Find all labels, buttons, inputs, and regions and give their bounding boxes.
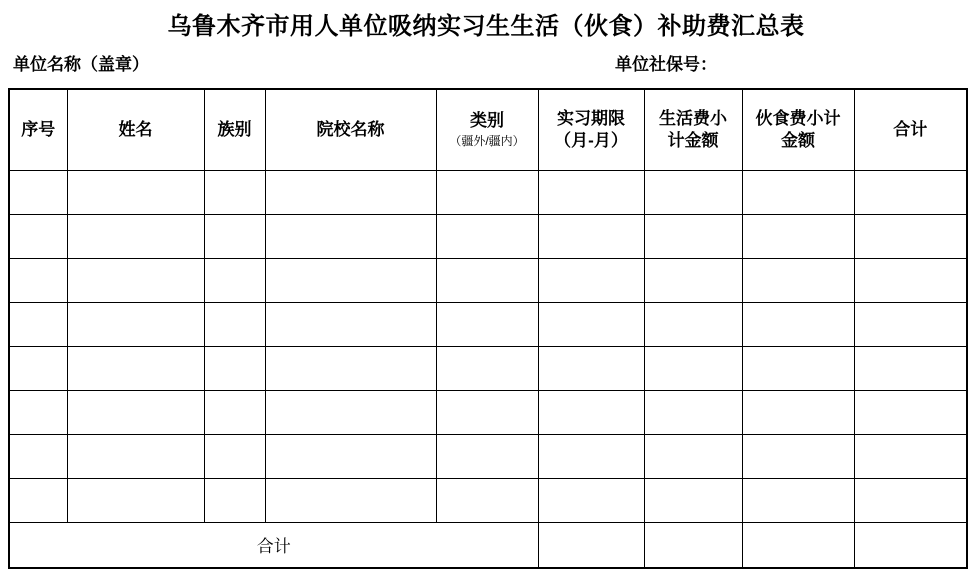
empty-cell [265,434,436,478]
empty-cell [204,214,265,258]
total-row [9,522,967,568]
empty-cell [9,346,67,390]
unit-ssn-label: 单位社保号： [615,55,717,74]
empty-cell [204,434,265,478]
empty-row [9,390,967,434]
col-header-label-line2: 金额 [781,130,815,150]
empty-cell [644,390,742,434]
col-header-label-line1: 伙食费小计 [755,108,841,128]
col-header-total [854,89,967,170]
total-meal-subtotal-cell [742,522,854,568]
empty-cell [742,302,854,346]
empty-cell [538,170,644,214]
empty-cell [854,170,967,214]
empty-cell [67,478,204,522]
col-header-meal-subtotal [742,89,854,170]
empty-cell [9,170,67,214]
empty-cell [742,214,854,258]
empty-cell [538,214,644,258]
empty-cell [436,302,538,346]
empty-row [9,214,967,258]
col-header-category [436,89,538,170]
col-header-label-line2: （月-月） [554,130,628,150]
empty-cell [436,346,538,390]
empty-row [9,478,967,522]
empty-cell [265,302,436,346]
col-header-ethnicity [204,89,265,170]
empty-cell [538,390,644,434]
empty-cell [854,434,967,478]
col-header-living-subtotal [644,89,742,170]
empty-row [9,258,967,302]
col-header-label-line1: 实习期限 [557,108,625,128]
empty-cell [204,170,265,214]
col-header-sublabel: （疆外/疆内） [449,133,525,148]
empty-cell [9,390,67,434]
empty-cell [742,346,854,390]
empty-cell [265,346,436,390]
empty-cell [67,214,204,258]
empty-cell [644,434,742,478]
empty-cell [67,346,204,390]
empty-cell [538,346,644,390]
header-row [9,89,967,170]
empty-cell [67,390,204,434]
empty-cell [9,258,67,302]
empty-cell [436,478,538,522]
empty-cell [204,302,265,346]
empty-cell [538,478,644,522]
empty-cell [265,390,436,434]
col-header-label-line1: 生活费小 [659,108,727,128]
empty-cell [854,258,967,302]
empty-row [9,434,967,478]
empty-cell [644,214,742,258]
empty-cell [204,258,265,302]
col-header-label: 院校名称 [316,119,385,139]
empty-cell [265,170,436,214]
empty-row [9,170,967,214]
empty-cell [854,390,967,434]
empty-cell [67,434,204,478]
page-title: 乌鲁木齐市用人单位吸纳实习生生活（伙食）补助费汇总表 [167,13,805,40]
empty-cell [742,478,854,522]
empty-cell [538,434,644,478]
empty-cell [644,302,742,346]
empty-cell [742,390,854,434]
empty-cell [265,214,436,258]
empty-cell [265,258,436,302]
empty-cell [9,434,67,478]
empty-cell [436,258,538,302]
empty-cell [742,434,854,478]
empty-cell [67,170,204,214]
empty-cell [9,214,67,258]
empty-cell [9,478,67,522]
empty-cell [204,346,265,390]
empty-cell [644,478,742,522]
col-header-label: 类别 [470,111,504,131]
empty-cell [436,214,538,258]
empty-cell [67,258,204,302]
empty-cell [854,478,967,522]
empty-cell [854,302,967,346]
col-header-school-name [265,89,436,170]
total-living-subtotal-cell [644,522,742,568]
unit-name-label: 单位名称（盖章） [13,55,149,74]
empty-cell [644,258,742,302]
empty-cell [644,346,742,390]
col-header-internship-period [538,89,644,170]
col-header-name [67,89,204,170]
col-header-serial-number [9,89,67,170]
empty-row [9,302,967,346]
col-header-label: 族别 [217,119,252,139]
subsidy-summary-table [8,88,968,569]
empty-cell [538,302,644,346]
total-label-cell: 合计 [9,522,538,568]
col-header-label-line2: 计金额 [667,130,719,150]
total-internship-period-cell [538,522,644,568]
empty-cell [204,478,265,522]
col-header-label: 姓名 [118,119,153,139]
total-sum-cell [854,522,967,568]
empty-cell [742,258,854,302]
empty-cell [644,170,742,214]
empty-cell [436,170,538,214]
empty-cell [265,478,436,522]
empty-cell [854,214,967,258]
empty-cell [538,258,644,302]
col-header-label: 合计 [893,119,928,139]
empty-cell [742,170,854,214]
empty-cell [854,346,967,390]
empty-cell [9,302,67,346]
empty-cell [436,390,538,434]
empty-cell [204,390,265,434]
col-header-label: 序号 [21,119,56,139]
empty-cell [436,434,538,478]
table-body [9,170,967,522]
empty-cell [67,302,204,346]
empty-row [9,346,967,390]
